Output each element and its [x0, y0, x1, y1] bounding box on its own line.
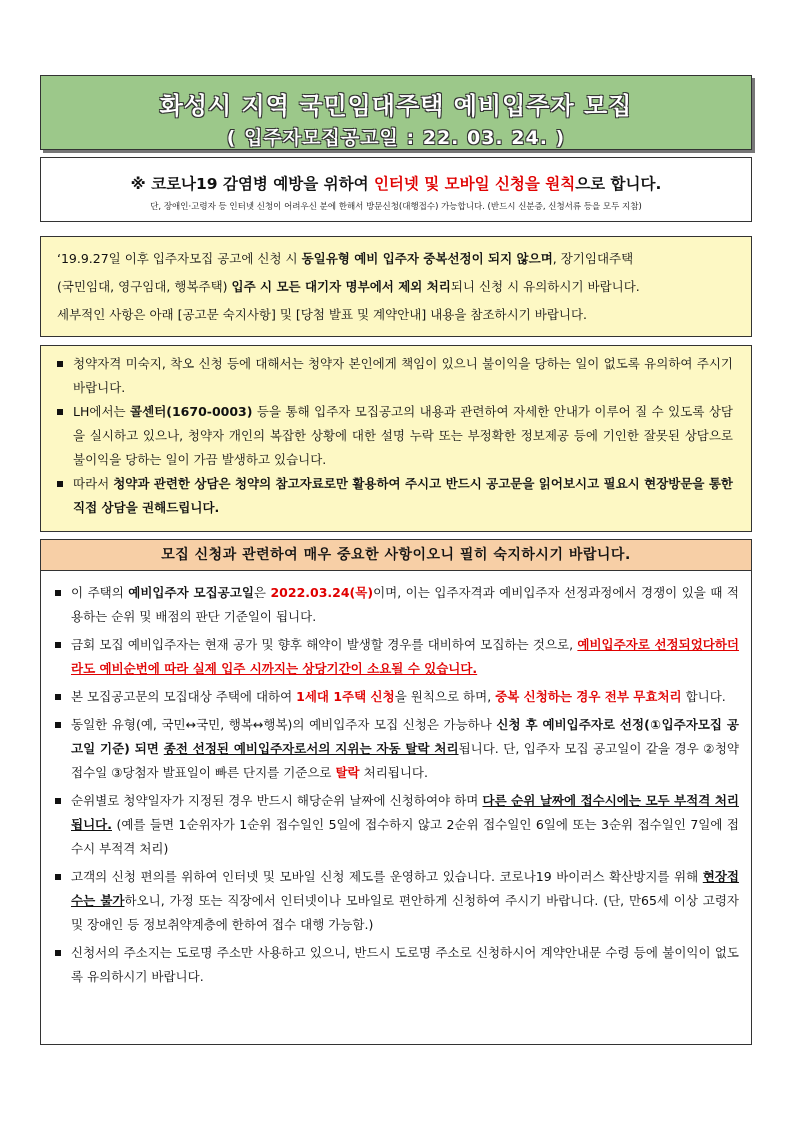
- important-list: [40, 571, 752, 1045]
- notice-suffix: 으로 합니다.: [575, 175, 662, 193]
- info-text: 따라서: [73, 476, 114, 491]
- warning-line-3: 세부적인 사항은 아래 [공고문 숙지사항] 및 [당첨 발표 및 계약안내] 내용을 참조하시기 바랍니다.: [57, 307, 588, 322]
- call-center-number: 콜센터(1670-0003): [130, 404, 253, 419]
- item-text: 이며, 이는 입주자격과 예비입주자 선정과정에서 경쟁이 있을 때 적용하는 순위 및 배점의 판단 기준일이 됩니다.: [71, 585, 739, 624]
- important-header: 모집 신청과 관련하여 매우 중요한 사항이오니 필히 숙지하시기 바랍니다.: [40, 539, 752, 571]
- item-text: 하오니, 가정 또는 직장에서 인터넷이나 모바일로 편안하게 신청하여 주시기 바랍니다. (단, 만65세 이상 고령자 및 장애인 등 정보취약계층에 한하여 접수 대행 가능함.): [71, 893, 739, 932]
- list-item: [53, 633, 739, 681]
- list-item: [53, 713, 739, 785]
- covid-notice: [40, 157, 752, 222]
- duplicate-warning: [40, 236, 752, 337]
- announcement-date: ( 입주자모집공고일 : 22. 03. 24. ): [226, 127, 566, 149]
- item-red: 탈락: [335, 765, 360, 780]
- list-item: [53, 865, 739, 937]
- list-item: 신청서의 주소지는 도로명 주소만 사용하고 있으니, 반드시 도로명 주소로 신청하시어 계약안내문 수령 등에 불이익이 없도록 유의하시기 바랍니다.: [53, 941, 739, 989]
- item-text: 처리됩니다.: [359, 765, 428, 780]
- warning-line-2: [57, 273, 741, 301]
- item-text: 금회 모집 예비입주자는 현재 공가 및 향후 해약이 발생할 경우를 대비하여 모집하는 것으로,: [71, 637, 578, 652]
- item-text: 동일한 유형(예, 국민↔국민, 행복↔행복)의 예비입주자 모집 신청은 가능하나: [71, 717, 497, 732]
- item-bold-underline: 현장접수는 불가: [71, 869, 739, 908]
- list-item: [53, 581, 739, 629]
- notice-highlight: 인터넷 및 모바일 신청을 원칙: [373, 175, 576, 193]
- warning-text: , 장기임대주택: [552, 251, 634, 266]
- title-banner: [40, 75, 752, 150]
- item-text: 을 원칙으로 하며,: [394, 689, 496, 704]
- item-text: 순위별로 청약일자가 지정된 경우 반드시 해당순위 날짜에 신청하여야 하며: [71, 793, 483, 808]
- item-text: 됩니다. 단, 입주자 모집 공고일이 같을 경우 ②청약 접수일 ③당첨자 발표일이 빠른 단지를 기준으로: [71, 741, 740, 780]
- item-text: 고객의 신청 편의를 위하여 인터넷 및 모바일 신청 제도를 운영하고 있습니다. 코로나19 바이러스 확산방지를 위해: [71, 869, 703, 884]
- info-bold: 청약과 관련한 상담은 청약의 참고자료로만 활용하여 주시고 반드시 공고문을 읽어보시고 필요시 현장방문을 통한 직접 상담을 권해드립니다.: [73, 476, 733, 515]
- info-item: 청약자격 미숙지, 착오 신청 등에 대해서는 청약자 본인에게 책임이 있으니 불이익을 당하는 일이 없도록 유의하여 주시기 바랍니다.: [55, 352, 733, 400]
- warning-bold: 입주 시 모든 대기자 명부에서 제외 처리: [231, 279, 451, 294]
- item-bold-underline: 종전 선정된 예비입주자로서의 지위는 자동 탈락 처리: [163, 741, 459, 756]
- item-text: 합니다.: [681, 689, 726, 704]
- item-text: 은: [253, 585, 271, 600]
- item-bold: 신청 후 예비입주자로 선정(①입주자모집 공고일 기준) 되면: [71, 717, 739, 756]
- info-text: LH에서는: [73, 404, 131, 419]
- announcement-date-highlight: 2022.03.24(목): [270, 585, 374, 600]
- notice-main: [41, 172, 751, 194]
- info-item: [55, 472, 733, 520]
- notice-prefix: ※ 코로나19 감염병 예방을 위하여: [130, 175, 374, 193]
- item-red: 중복 신청하는 경우 전부 무효처리: [495, 689, 682, 704]
- list-item: [53, 685, 739, 709]
- item-text: (예를 들면 1순위자가 1순위 접수일인 5일에 접수하지 않고 2순위 접수일인 6일에 또는 3순위 접수일인 7일에 접수시 부적격 처리): [71, 817, 739, 856]
- warning-line-1: [57, 245, 741, 273]
- notice-note: 단, 장애인·고령자 등 인터넷 신청이 어려우신 분에 한해서 방문신청(대행접수) 가능합니다. (반드시 신분증, 신청서류 등을 모두 지참): [150, 202, 642, 212]
- consultation-info: [40, 345, 752, 532]
- item-bold-underline: 다른 순위 날짜에 접수시에는 모두 부적격 처리됩니다.: [71, 793, 739, 832]
- item-text: 본 모집공고문의 모집대상 주택에 대하여: [71, 689, 297, 704]
- list-item: [53, 789, 739, 861]
- info-text: 등을 통해 입주자 모집공고의 내용과 관련하여 자세한 안내가 이루어 질 수 있도록 상담을 실시하고 있으나, 청약자 개인의 복잡한 상황에 대한 설명 누락 또는 부정확한 정보제공 등에 기인한 잘못된 상담으로 불이익을 당하는 일이 가끔 발생하고 있습니다.: [73, 404, 734, 467]
- item-bold: 예비입주자 모집공고일: [128, 585, 254, 600]
- warning-text: ‘19.9.27일 이후 입주자모집 공고에 신청 시: [57, 251, 302, 266]
- info-item: [55, 400, 733, 472]
- page-title: 화성시 지역 국민임대주택 예비입주자 모집: [159, 92, 633, 120]
- warning-text: 되니 신청 시 유의하시기 바랍니다.: [450, 279, 640, 294]
- item-text: 이 주택의: [71, 585, 129, 600]
- warning-bold: 동일유형 예비 입주자 중복선정이 되지 않으며: [301, 251, 553, 266]
- warning-text: (국민임대, 영구임대, 행복주택): [57, 279, 232, 294]
- item-red-underline: 예비입주자로 선정되었다하더라도 예비순번에 따라 실제 입주 시까지는 상당기간이 소요될 수 있습니다.: [71, 637, 740, 676]
- item-red: 1세대 1주택 신청: [296, 689, 395, 704]
